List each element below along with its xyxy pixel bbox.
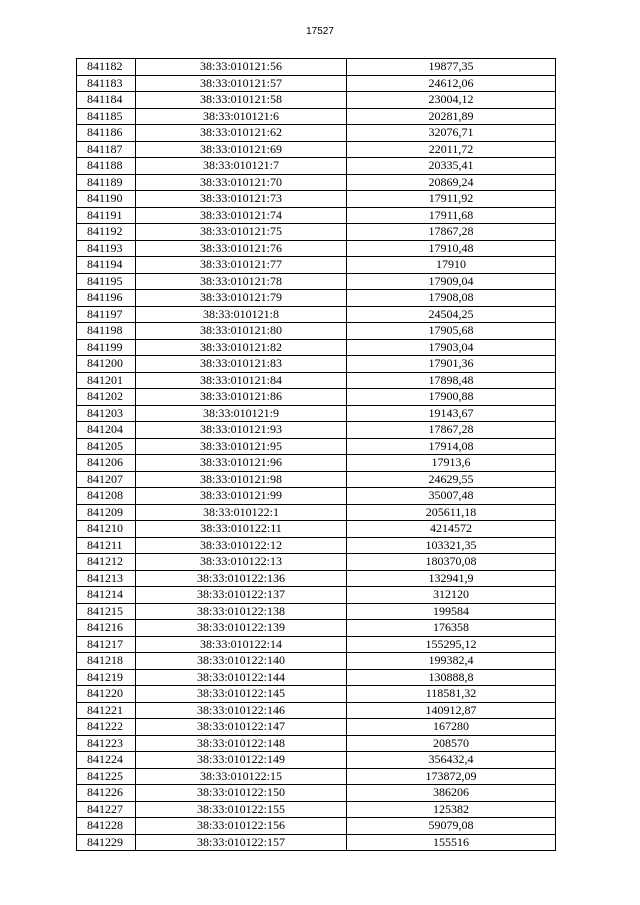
value-cell: 17914,08	[347, 438, 556, 455]
table-row	[77, 653, 556, 670]
cadastral-number-cell: 38:33:010121:9	[136, 405, 347, 422]
cadastral-number-cell: 38:33:010122:144	[136, 669, 347, 686]
row-number-cell: 841229	[77, 834, 136, 851]
value-cell: 176358	[347, 620, 556, 637]
value-cell: 17908,08	[347, 290, 556, 307]
row-number-cell: 841223	[77, 735, 136, 752]
value-cell: 312120	[347, 587, 556, 604]
table-row	[77, 59, 556, 76]
row-number-cell: 841192	[77, 224, 136, 241]
row-number-cell: 841190	[77, 191, 136, 208]
row-number-cell: 841210	[77, 521, 136, 538]
table-row	[77, 504, 556, 521]
cadastral-number-cell: 38:33:010121:78	[136, 273, 347, 290]
table-row	[77, 323, 556, 340]
value-cell: 23004,12	[347, 92, 556, 109]
row-number-cell: 841191	[77, 207, 136, 224]
row-number-cell: 841203	[77, 405, 136, 422]
value-cell: 17900,88	[347, 389, 556, 406]
row-number-cell: 841217	[77, 636, 136, 653]
table-row	[77, 339, 556, 356]
value-cell: 17911,92	[347, 191, 556, 208]
value-cell: 356432,4	[347, 752, 556, 769]
row-number-cell: 841221	[77, 702, 136, 719]
value-cell: 17905,68	[347, 323, 556, 340]
row-number-cell: 841218	[77, 653, 136, 670]
cadastral-number-cell: 38:33:010121:79	[136, 290, 347, 307]
cadastral-number-cell: 38:33:010122:150	[136, 785, 347, 802]
table-row	[77, 521, 556, 538]
table-row	[77, 620, 556, 637]
row-number-cell: 841226	[77, 785, 136, 802]
cadastral-number-cell: 38:33:010121:8	[136, 306, 347, 323]
table-row	[77, 785, 556, 802]
row-number-cell: 841228	[77, 818, 136, 835]
cadastral-number-cell: 38:33:010122:139	[136, 620, 347, 637]
table-row	[77, 108, 556, 125]
row-number-cell: 841184	[77, 92, 136, 109]
value-cell: 20281,89	[347, 108, 556, 125]
cadastral-number-cell: 38:33:010121:6	[136, 108, 347, 125]
row-number-cell: 841208	[77, 488, 136, 505]
row-number-cell: 841195	[77, 273, 136, 290]
row-number-cell: 841189	[77, 174, 136, 191]
value-cell: 208570	[347, 735, 556, 752]
cadastral-number-cell: 38:33:010121:98	[136, 471, 347, 488]
row-number-cell: 841209	[77, 504, 136, 521]
table-row	[77, 752, 556, 769]
table-row	[77, 372, 556, 389]
table-row	[77, 488, 556, 505]
value-cell: 17911,68	[347, 207, 556, 224]
value-cell: 17910,48	[347, 240, 556, 257]
cadastral-number-cell: 38:33:010122:137	[136, 587, 347, 604]
row-number-cell: 841214	[77, 587, 136, 604]
value-cell: 17867,28	[347, 422, 556, 439]
table-row	[77, 273, 556, 290]
row-number-cell: 841205	[77, 438, 136, 455]
value-cell: 17903,04	[347, 339, 556, 356]
cadastral-number-cell: 38:33:010122:1	[136, 504, 347, 521]
value-cell: 155516	[347, 834, 556, 851]
value-cell: 17909,04	[347, 273, 556, 290]
cadastral-number-cell: 38:33:010122:15	[136, 768, 347, 785]
row-number-cell: 841220	[77, 686, 136, 703]
table-row	[77, 141, 556, 158]
row-number-cell: 841188	[77, 158, 136, 175]
value-cell: 22011,72	[347, 141, 556, 158]
cadastral-number-cell: 38:33:010122:155	[136, 801, 347, 818]
value-cell: 199382,4	[347, 653, 556, 670]
table-row	[77, 405, 556, 422]
value-cell: 17913,6	[347, 455, 556, 472]
cadastral-table	[76, 58, 556, 851]
row-number-cell: 841207	[77, 471, 136, 488]
row-number-cell: 841206	[77, 455, 136, 472]
value-cell: 386206	[347, 785, 556, 802]
value-cell: 19143,67	[347, 405, 556, 422]
row-number-cell: 841199	[77, 339, 136, 356]
table-row	[77, 801, 556, 818]
cadastral-number-cell: 38:33:010121:80	[136, 323, 347, 340]
cadastral-number-cell: 38:33:010122:156	[136, 818, 347, 835]
table-row	[77, 537, 556, 554]
value-cell: 19877,35	[347, 59, 556, 76]
row-number-cell: 841222	[77, 719, 136, 736]
cadastral-number-cell: 38:33:010121:95	[136, 438, 347, 455]
table-row	[77, 702, 556, 719]
table-row	[77, 455, 556, 472]
row-number-cell: 841182	[77, 59, 136, 76]
value-cell: 17910	[347, 257, 556, 274]
table-row	[77, 422, 556, 439]
table-row	[77, 356, 556, 373]
cadastral-number-cell: 38:33:010121:77	[136, 257, 347, 274]
value-cell: 167280	[347, 719, 556, 736]
value-cell: 118581,32	[347, 686, 556, 703]
cadastral-number-cell: 38:33:010121:73	[136, 191, 347, 208]
cadastral-number-cell: 38:33:010122:146	[136, 702, 347, 719]
cadastral-number-cell: 38:33:010122:14	[136, 636, 347, 653]
value-cell: 103321,35	[347, 537, 556, 554]
cadastral-table-body	[77, 59, 556, 851]
row-number-cell: 841201	[77, 372, 136, 389]
cadastral-number-cell: 38:33:010122:138	[136, 603, 347, 620]
row-number-cell: 841202	[77, 389, 136, 406]
value-cell: 24504,25	[347, 306, 556, 323]
value-cell: 155295,12	[347, 636, 556, 653]
cadastral-number-cell: 38:33:010121:62	[136, 125, 347, 142]
cadastral-number-cell: 38:33:010122:12	[136, 537, 347, 554]
cadastral-number-cell: 38:33:010121:74	[136, 207, 347, 224]
table-row	[77, 125, 556, 142]
table-row	[77, 174, 556, 191]
table-row	[77, 438, 556, 455]
row-number-cell: 841196	[77, 290, 136, 307]
value-cell: 132941,9	[347, 570, 556, 587]
value-cell: 199584	[347, 603, 556, 620]
table-row	[77, 735, 556, 752]
table-row	[77, 603, 556, 620]
value-cell: 24612,06	[347, 75, 556, 92]
cadastral-number-cell: 38:33:010121:84	[136, 372, 347, 389]
cadastral-number-cell: 38:33:010121:69	[136, 141, 347, 158]
cadastral-number-cell: 38:33:010121:70	[136, 174, 347, 191]
value-cell: 125382	[347, 801, 556, 818]
value-cell: 20335,41	[347, 158, 556, 175]
table-row	[77, 306, 556, 323]
cadastral-number-cell: 38:33:010121:82	[136, 339, 347, 356]
row-number-cell: 841215	[77, 603, 136, 620]
cadastral-number-cell: 38:33:010121:96	[136, 455, 347, 472]
cadastral-number-cell: 38:33:010122:149	[136, 752, 347, 769]
cadastral-number-cell: 38:33:010121:76	[136, 240, 347, 257]
table-row	[77, 257, 556, 274]
page-number: 17527	[306, 26, 334, 37]
cadastral-number-cell: 38:33:010122:11	[136, 521, 347, 538]
row-number-cell: 841198	[77, 323, 136, 340]
row-number-cell: 841225	[77, 768, 136, 785]
cadastral-number-cell: 38:33:010122:148	[136, 735, 347, 752]
cadastral-number-cell: 38:33:010122:140	[136, 653, 347, 670]
row-number-cell: 841187	[77, 141, 136, 158]
table-row	[77, 158, 556, 175]
cadastral-number-cell: 38:33:010121:99	[136, 488, 347, 505]
table-row	[77, 669, 556, 686]
value-cell: 140912,87	[347, 702, 556, 719]
row-number-cell: 841211	[77, 537, 136, 554]
row-number-cell: 841212	[77, 554, 136, 571]
value-cell: 173872,09	[347, 768, 556, 785]
cadastral-number-cell: 38:33:010121:83	[136, 356, 347, 373]
row-number-cell: 841219	[77, 669, 136, 686]
cadastral-number-cell: 38:33:010122:145	[136, 686, 347, 703]
cadastral-number-cell: 38:33:010121:75	[136, 224, 347, 241]
value-cell: 17867,28	[347, 224, 556, 241]
table-row	[77, 818, 556, 835]
cadastral-number-cell: 38:33:010122:13	[136, 554, 347, 571]
row-number-cell: 841186	[77, 125, 136, 142]
table-row	[77, 636, 556, 653]
cadastral-number-cell: 38:33:010122:136	[136, 570, 347, 587]
value-cell: 35007,48	[347, 488, 556, 505]
cadastral-number-cell: 38:33:010121:93	[136, 422, 347, 439]
table-row	[77, 719, 556, 736]
table-row	[77, 191, 556, 208]
row-number-cell: 841213	[77, 570, 136, 587]
value-cell: 17898,48	[347, 372, 556, 389]
row-number-cell: 841216	[77, 620, 136, 637]
value-cell: 205611,18	[347, 504, 556, 521]
cadastral-number-cell: 38:33:010121:56	[136, 59, 347, 76]
row-number-cell: 841227	[77, 801, 136, 818]
value-cell: 20869,24	[347, 174, 556, 191]
row-number-cell: 841197	[77, 306, 136, 323]
cadastral-number-cell: 38:33:010122:157	[136, 834, 347, 851]
table-row	[77, 768, 556, 785]
value-cell: 17901,36	[347, 356, 556, 373]
table-row	[77, 389, 556, 406]
row-number-cell: 841183	[77, 75, 136, 92]
table-row	[77, 686, 556, 703]
cadastral-number-cell: 38:33:010122:147	[136, 719, 347, 736]
row-number-cell: 841224	[77, 752, 136, 769]
cadastral-number-cell: 38:33:010121:57	[136, 75, 347, 92]
table-row	[77, 834, 556, 851]
table-row	[77, 92, 556, 109]
table-row	[77, 290, 556, 307]
table-row	[77, 471, 556, 488]
value-cell: 32076,71	[347, 125, 556, 142]
cadastral-number-cell: 38:33:010121:58	[136, 92, 347, 109]
table-row	[77, 75, 556, 92]
table-row	[77, 240, 556, 257]
table-row	[77, 207, 556, 224]
table-row	[77, 224, 556, 241]
row-number-cell: 841185	[77, 108, 136, 125]
row-number-cell: 841193	[77, 240, 136, 257]
value-cell: 4214572	[347, 521, 556, 538]
value-cell: 180370,08	[347, 554, 556, 571]
cadastral-number-cell: 38:33:010121:7	[136, 158, 347, 175]
table-row	[77, 554, 556, 571]
table-row	[77, 587, 556, 604]
value-cell: 59079,08	[347, 818, 556, 835]
row-number-cell: 841200	[77, 356, 136, 373]
value-cell: 130888,8	[347, 669, 556, 686]
row-number-cell: 841204	[77, 422, 136, 439]
value-cell: 24629,55	[347, 471, 556, 488]
cadastral-number-cell: 38:33:010121:86	[136, 389, 347, 406]
row-number-cell: 841194	[77, 257, 136, 274]
table-row	[77, 570, 556, 587]
